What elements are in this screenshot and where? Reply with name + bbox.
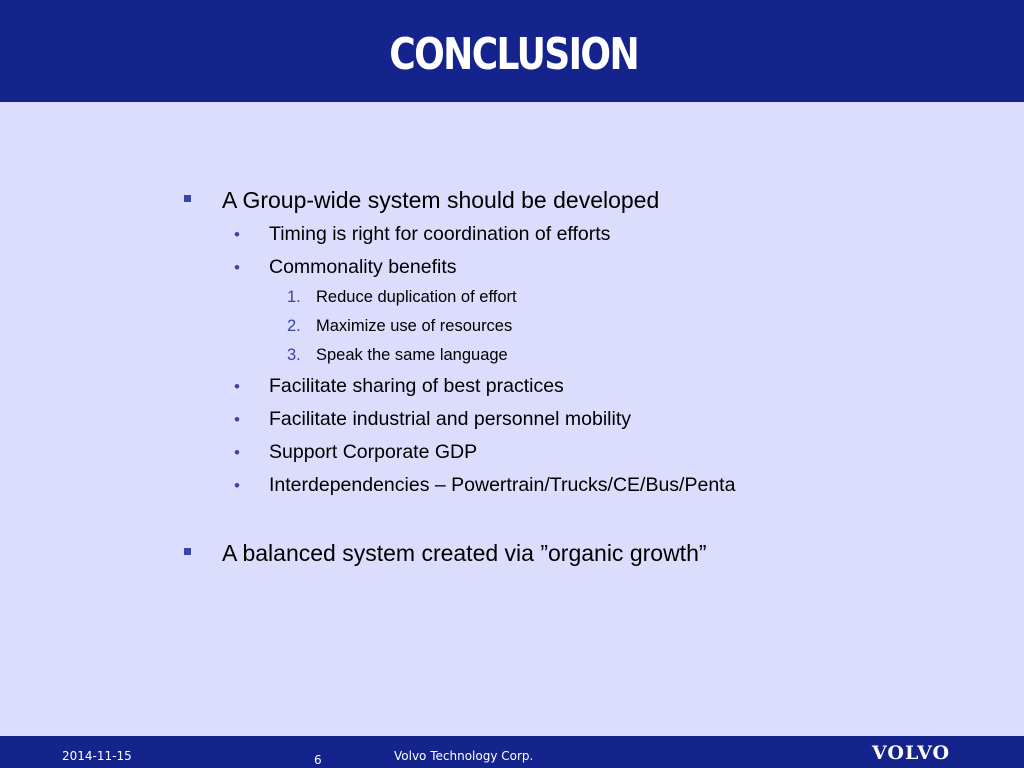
spacer xyxy=(184,502,944,538)
bullet-text: A Group-wide system should be developed xyxy=(222,187,660,213)
dot-bullet-icon: • xyxy=(234,443,240,462)
title-bar xyxy=(0,0,1024,102)
volvo-logo: VOLVO xyxy=(872,742,951,764)
numbered-item xyxy=(184,341,944,370)
sub-bullet-text: Commonality benefits xyxy=(269,256,457,278)
sub-bullet-text: Support Corporate GDP xyxy=(269,441,478,463)
sub-bullet-item xyxy=(184,469,944,502)
footer-company: Volvo Technology Corp. xyxy=(394,749,534,763)
sub-bullet-item xyxy=(184,403,944,436)
sub-bullet-text: Interdependencies – Powertrain/Trucks/CE/Bus/Penta xyxy=(269,474,736,496)
slide-title: CONCLUSION xyxy=(389,28,639,80)
numbered-text: Reduce duplication of effort xyxy=(316,288,517,306)
dot-bullet-icon: • xyxy=(234,410,240,429)
bullet-item xyxy=(184,185,944,215)
bullet-item xyxy=(184,538,944,568)
square-bullet-icon xyxy=(184,548,191,555)
number-marker: 2. xyxy=(287,317,301,335)
numbered-text: Maximize use of resources xyxy=(316,317,513,335)
numbered-text: Speak the same language xyxy=(316,346,508,364)
dot-bullet-icon: • xyxy=(234,377,240,396)
sub-bullet-text: Facilitate sharing of best practices xyxy=(269,375,564,397)
dot-bullet-icon: • xyxy=(234,225,240,244)
dot-bullet-icon: • xyxy=(234,258,240,277)
slide-body xyxy=(184,185,944,568)
footer-date: 2014-11-15 xyxy=(62,749,132,763)
sub-bullet-item xyxy=(184,251,944,284)
footer-bar xyxy=(0,736,1024,768)
square-bullet-icon xyxy=(184,195,191,202)
page-number: 6 xyxy=(314,753,322,767)
number-marker: 1. xyxy=(287,288,301,306)
sub-bullet-item xyxy=(184,218,944,251)
numbered-item xyxy=(184,283,944,312)
sub-bullet-text: Facilitate industrial and personnel mobility xyxy=(269,408,632,430)
number-marker: 3. xyxy=(287,346,301,364)
numbered-item xyxy=(184,312,944,341)
bullet-text: A balanced system created via ”organic growth” xyxy=(222,540,707,566)
sub-bullet-text: Timing is right for coordination of efforts xyxy=(269,223,611,245)
sub-bullet-item xyxy=(184,436,944,469)
sub-bullet-item xyxy=(184,370,944,403)
dot-bullet-icon: • xyxy=(234,476,240,495)
